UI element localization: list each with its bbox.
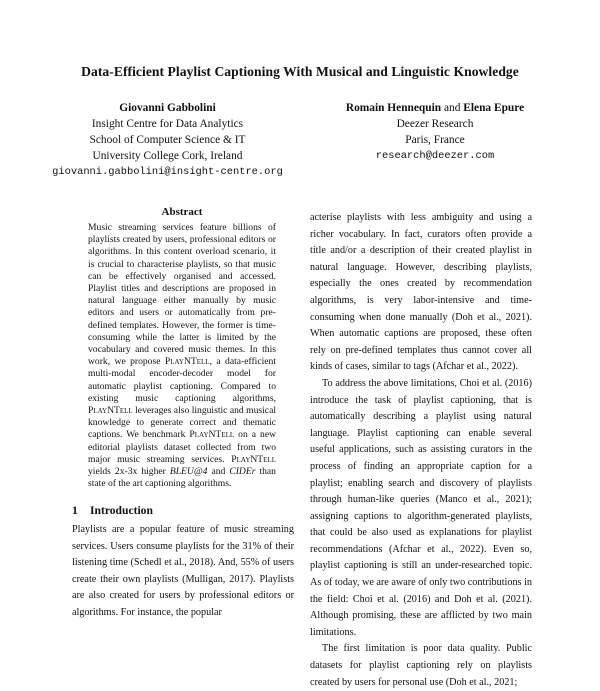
author-email[interactable]: giovanni.gabbolini@insight-centre.org bbox=[52, 166, 283, 178]
author-name: Giovanni Gabbolini bbox=[119, 102, 216, 114]
model-name: PlayNTell bbox=[88, 405, 133, 417]
author-affiliation: Paris, France bbox=[405, 134, 465, 146]
metric-name: CIDEr bbox=[229, 466, 256, 478]
metric-name: BLEU@4 bbox=[169, 466, 208, 478]
model-name: PlayNTell bbox=[189, 429, 235, 441]
section-number: 1 bbox=[72, 504, 78, 517]
right-column bbox=[310, 210, 532, 691]
intro-paragraph: Playlists are a popular feature of music streaming services. Users consume playlists for the 31% of their listening time (Schedl et al., 2018). And, 55% of users create their own playlists (Mulligan, 2017). Playlists are also created for users by professional editors or algorithms. For instance, the popular bbox=[72, 524, 294, 618]
abstract-heading: Abstract bbox=[161, 206, 203, 218]
section-title: Introduction bbox=[90, 504, 153, 517]
model-name: PlayNTell bbox=[231, 453, 276, 465]
author-name: Elena Epure bbox=[463, 102, 525, 114]
body-paragraph: To address the above limitations, Choi et al. (2016) introduce the task of playlist captioning, that is automatically describing a playlist using natural language. Playlist captioning can enable several useful applications, such as assisting curators in the process of finding an appropriate caption for a playlist; enabling search and discovery of playlists through human-like queries (Manco et al., 2021); assigning captions to algorithm-generated playlists, that could be also used as explanations for playlist recommendations (Afchar et al., 2022). Even so, playlist captioning is still an under-researched topic. As of today, we are aware of only two contributions in the field: Choi et al. (2016) and Doh et al. (2021). Although promising, these are afflicted by two main limitations. bbox=[310, 377, 532, 638]
abstract-segment: leverages also linguistic and musical knowledge to generate correct and thematic captions. We benchmark bbox=[88, 405, 276, 441]
author-block-right bbox=[300, 100, 570, 164]
abstract-segment: than state of the art captioning algorithms. bbox=[88, 466, 276, 490]
author-affiliation: Insight Centre for Data Analytics bbox=[91, 118, 244, 130]
model-name: PlayNTell bbox=[164, 356, 210, 368]
author-affiliation: University College Cork, Ireland bbox=[92, 150, 243, 162]
body-paragraph: The first limitation is poor data quality. Public datasets for playlist captioning rely on playlists created by users for personal use (Doh et al., 2021; bbox=[310, 643, 532, 688]
abstract-segment: Music streaming services feature billions of playlists created by users, professional editors or algorithms. In this content overload scenario, it is crucial to characterise playlists, so that music can be effectively organised and accessed. Playlist titles and descriptions are proposed in natural language either manually by music editors and users or automatically from pre-defined templates. However, the former is time-consuming while the latter is limited by the vocabulary and covered music themes. In this work, we propose bbox=[88, 222, 276, 368]
body-paragraph: acterise playlists with less ambiguity and using a richer vocabulary. In fact, curators often provide a title and/or a description of their created playlist in natural language. However, describing playlists, especially the ones created by recommendation algorithms, is very labor-intensive and time-consuming when done manually (Doh et al., 2021). When automatic captions are proposed, these often rely on pre-defined templates thus cannot cover all kinds of cases, similar to tags (Afchar et al., 2022). bbox=[310, 212, 532, 373]
author-names bbox=[300, 100, 570, 116]
author-name: Romain Hennequin bbox=[345, 102, 442, 114]
abstract-segment: , a data-efficient multi-modal encoder-decoder model for automatic playlist captioning. Compared to existing music captioning algorithms, bbox=[88, 356, 276, 404]
author-block-left bbox=[0, 100, 335, 180]
author-email[interactable]: research@deezer.com bbox=[375, 150, 495, 162]
paper-title: Data-Efficient Playlist Captioning With Musical and Linguistic Knowledge bbox=[81, 64, 519, 79]
author-conjunction: and bbox=[443, 102, 461, 114]
abstract-text bbox=[88, 222, 276, 490]
abstract-segment: yields 2x-3x higher bbox=[88, 466, 170, 478]
section-heading bbox=[72, 504, 292, 517]
author-affiliation: School of Computer Science & IT bbox=[89, 134, 246, 146]
abstract-segment: and bbox=[207, 466, 230, 478]
abstract-segment: on a new editorial playlists dataset collected from two major music streaming services. bbox=[88, 429, 277, 465]
author-affiliation: Deezer Research bbox=[396, 118, 474, 130]
